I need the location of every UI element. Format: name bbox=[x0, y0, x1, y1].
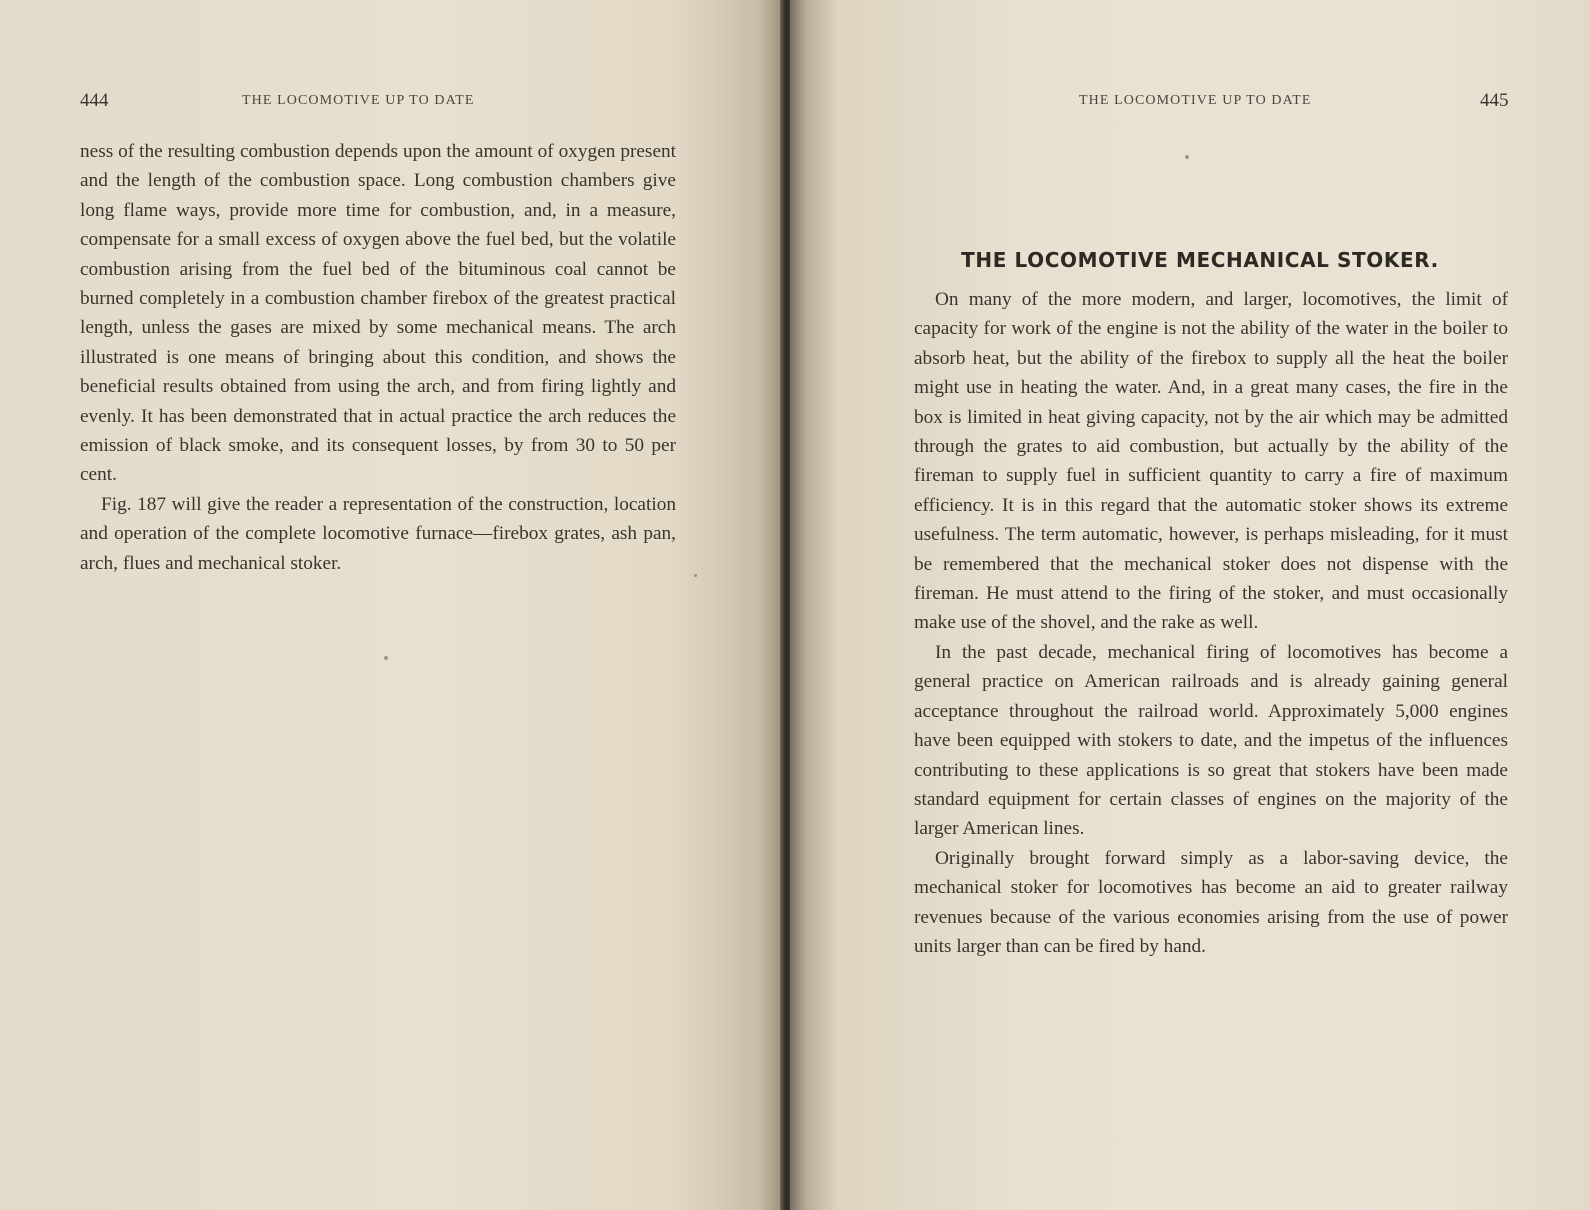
right-paragraph-2: In the past decade, mechanical firing of locomotives has become a general practice on American railroads and is already gaining general acceptance throughout the railroad world. Approximately 5,000 engines have been equipped with stokers to date, and the impetus of the influences contributing to these applications is so great that stokers have been made standard equipment for certain classes of engines on the majority of the larger American lines. bbox=[914, 641, 1508, 840]
right-running-head: THE LOCOMOTIVE UP TO DATE bbox=[1079, 93, 1312, 108]
paper-speck bbox=[1185, 155, 1189, 159]
paper-speck bbox=[384, 656, 388, 660]
right-paragraph-3: Originally brought forward simply as a labor-saving device, the mechanical stoker for locomotives has become an aid to greater railway revenues because of the various economies arising from the use of power units larger than can be fired by hand. bbox=[914, 847, 1508, 957]
left-paragraph-1: ness of the resulting combustion depends upon the amount of oxygen present and the length of the combustion space. Long combustion chambers give long flame ways, provide more time for combustion, and, in a measure, compensate for a small excess of oxygen above the fuel bed, but the volatile combustion arising from the fuel bed of the bituminous coal cannot be burned completely in a combustion chamber firebox of the greatest practical length, unless the gases are mixed by some mechanical means. The arch illustrated is one means of bringing about this condition, and shows the beneficial results obtained from using the arch, and from firing lightly and evenly. It has been demonstrated that in actual practice the arch reduces the emission of black smoke, and its consequent losses, by from 30 to 50 per cent. bbox=[80, 141, 676, 486]
left-page-number: 444 bbox=[80, 90, 109, 111]
right-paragraph-1: On many of the more modern, and larger, locomotives, the limit of capacity for work of the engine is not the ability of the water in the boiler to absorb heat, but the ability of the firebox to supply all the heat the boiler might use in heating the water. And, in a great many cases, the fire in the box is limited in heat giving capacity, not by the air which may be admitted through the grates to aid combustion, but actually by the ability of the fireman to supply fuel in sufficient quantity to carry a fire of maximum efficiency. It is in this regard that the automatic stoker shows its extreme usefulness. The term automatic, however, is perhaps misleading, for it must be remembered that the mechanical stoker does not dispense with the fireman. He must attend to the firing of the stoker, and must occasionally make use of the shovel, and the rake as well. bbox=[914, 289, 1508, 634]
paper-speck bbox=[694, 574, 697, 577]
right-page bbox=[790, 0, 1590, 1210]
left-running-head: THE LOCOMOTIVE UP TO DATE bbox=[242, 93, 475, 108]
section-title: THE LOCOMOTIVE MECHANICAL STOKER. bbox=[961, 248, 1439, 272]
right-body-text bbox=[914, 285, 1508, 961]
right-page-number: 445 bbox=[1480, 90, 1509, 111]
left-paragraph-2: Fig. 187 will give the reader a representation of the construction, location and operation of the complete locomotive furnace—firebox grates, ash pan, arch, flues and mechanical stoker. bbox=[80, 493, 676, 574]
left-page bbox=[0, 0, 790, 1210]
left-body-text bbox=[80, 137, 676, 578]
